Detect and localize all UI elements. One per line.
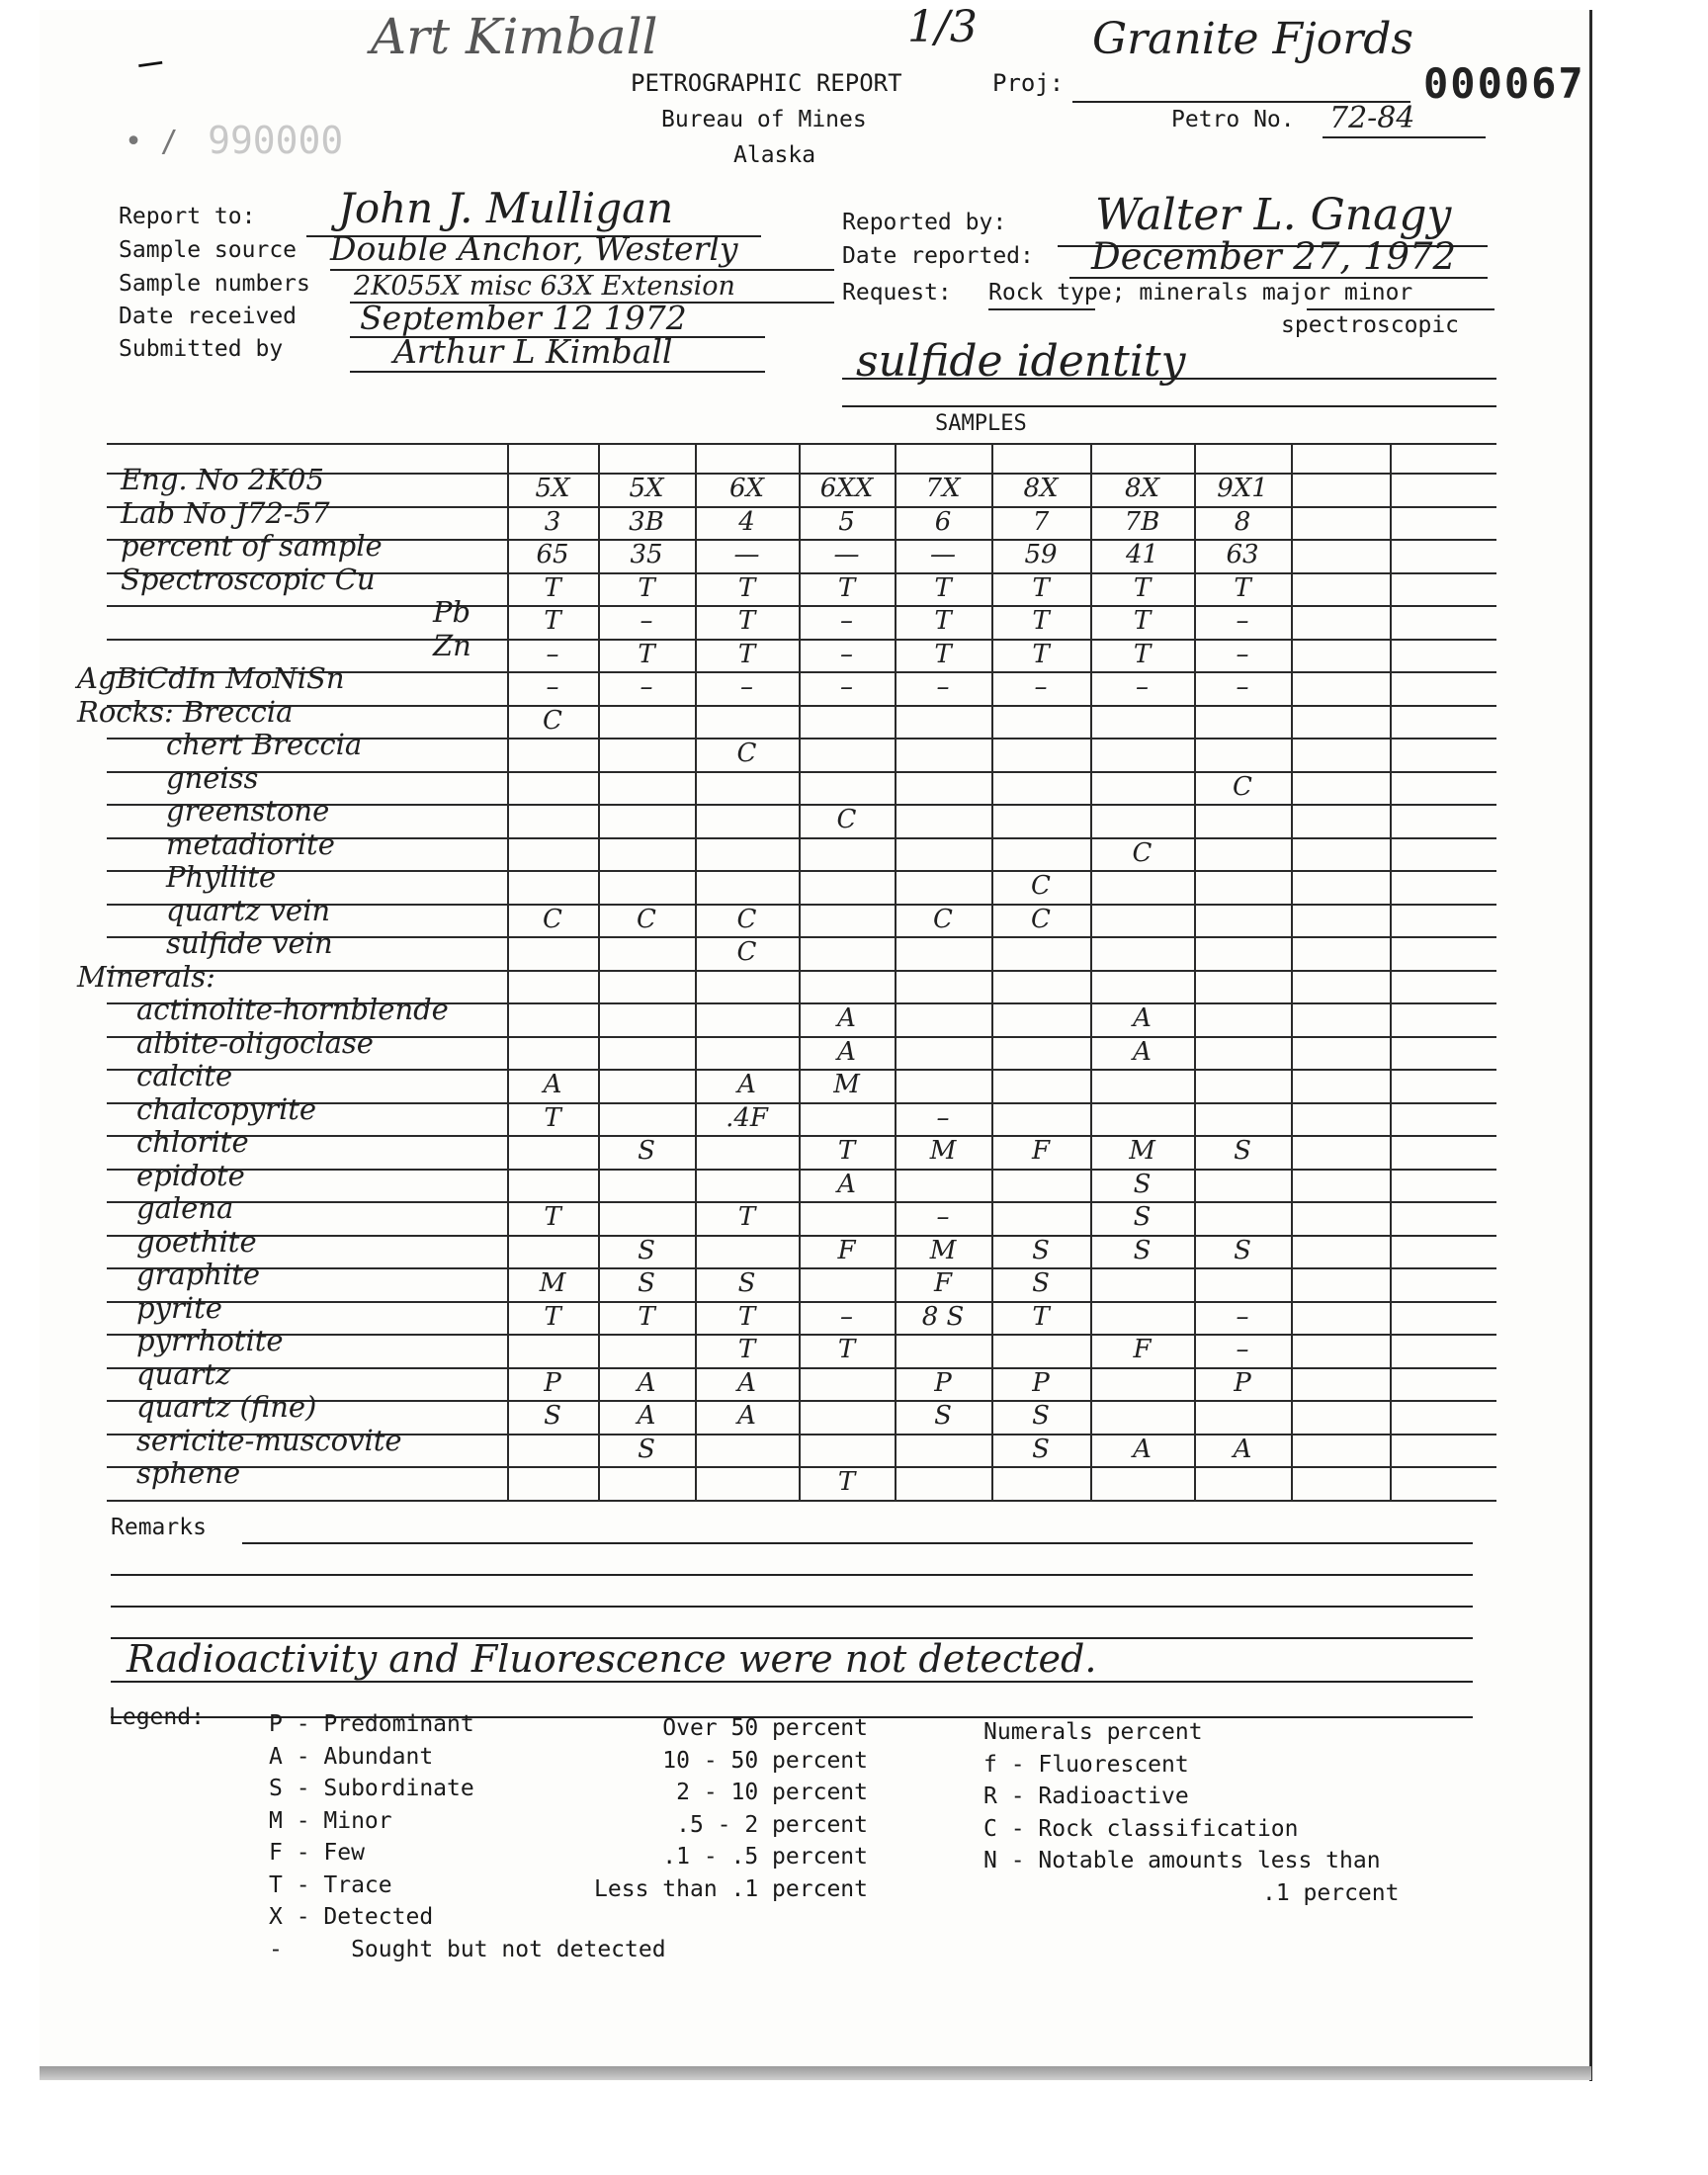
table-top-rule <box>107 443 1496 445</box>
table-cell: – <box>640 606 653 636</box>
table-cell: T <box>638 639 655 669</box>
submitted-by-label: Submitted by <box>119 336 284 362</box>
samples-heading: SAMPLES <box>935 411 1027 436</box>
table-rule <box>107 1201 1496 1203</box>
table-cell: T <box>638 1301 655 1332</box>
legend-range-entry: Less than .1 percent <box>594 1875 868 1902</box>
table-cell: – <box>1236 639 1249 669</box>
table-cell: T <box>737 1202 756 1232</box>
table-cell: T <box>934 606 952 636</box>
table-cell: – <box>936 1102 950 1133</box>
table-cell: T <box>1032 1301 1050 1332</box>
legend-notation-entry: Numerals percent <box>983 1719 1203 1745</box>
table-cell: A <box>737 1401 756 1431</box>
legend-symbol-entry: M - Minor <box>269 1807 392 1834</box>
table-row-label: chalcopyrite <box>136 1091 317 1126</box>
corner-dash: – <box>134 38 166 87</box>
request-value: Rock type; minerals major minor <box>988 280 1413 305</box>
table-cell: C <box>736 739 757 768</box>
table-row-label: galena <box>136 1191 234 1225</box>
table-cell: – <box>1236 1335 1249 1364</box>
legend-notations <box>983 1716 1399 1909</box>
table-cell: T <box>737 1335 756 1364</box>
legend-range-entry: 2 - 10 percent <box>676 1780 868 1805</box>
table-cell: M <box>929 1136 957 1166</box>
table-cell: 7 <box>1032 506 1050 537</box>
table-cell: M <box>833 1070 860 1099</box>
table-cell: 59 <box>1024 540 1058 569</box>
table-cell: 9X1 <box>1217 474 1268 503</box>
table-cell: T <box>1133 572 1152 603</box>
table-row-label: graphite <box>136 1258 261 1291</box>
table-cell: T <box>544 606 561 636</box>
legend-range-entry: .5 - 2 percent <box>676 1811 868 1838</box>
table-cell: S <box>638 1434 655 1464</box>
sample-source-label: Sample source <box>119 237 298 263</box>
table-cell: T <box>737 572 756 603</box>
table-cell: – <box>740 672 753 702</box>
table-cell: T <box>638 572 655 603</box>
legend-symbol-entry: F - Few <box>269 1840 365 1866</box>
date-reported-label: Date reported: <box>842 243 1034 269</box>
petro-number: 72-84 <box>1329 101 1415 135</box>
table-cell: A <box>837 1003 856 1033</box>
remarks-line-2 <box>111 1574 1473 1576</box>
table-cell: C <box>836 805 857 834</box>
table-cell: 5 <box>838 506 855 537</box>
table-row-label: sphene <box>136 1456 241 1490</box>
table-rule <box>107 705 1496 707</box>
table-cell: S <box>638 1136 655 1166</box>
table-cell: S <box>934 1401 952 1431</box>
request-line-a <box>842 378 1496 380</box>
table-cell: 3 <box>544 506 561 537</box>
table-cell: — <box>833 540 860 569</box>
table-row-label: pyrrhotite <box>136 1324 284 1357</box>
bureau-name: Bureau of Mines <box>661 107 867 132</box>
table-row-label: sulfide vein <box>166 926 333 960</box>
fraction-note: 1/3 <box>907 2 978 52</box>
table-cell: 3B <box>629 506 664 537</box>
table-cell: C <box>1031 871 1051 901</box>
legend-symbol-entry: A - Abundant <box>269 1743 434 1770</box>
legend-symbol-entry: - Sought but not detected <box>269 1936 666 1962</box>
table-cell: – <box>546 672 559 702</box>
table-cell: – <box>840 606 853 636</box>
table-cell: C <box>1031 904 1051 934</box>
remarks-label: Remarks <box>111 1515 207 1540</box>
request-underline-2 <box>1307 308 1494 310</box>
top-left-note: Art Kimball <box>371 8 658 65</box>
faint-stamp-number: 000066 <box>208 117 344 160</box>
table-cell: – <box>1236 1301 1249 1332</box>
table-cell: T <box>837 572 856 603</box>
submitted-by-line <box>350 371 765 373</box>
table-cell: A <box>637 1401 656 1431</box>
table-row-label: sericite-muscovite <box>136 1423 402 1457</box>
table-cell: – <box>936 672 950 702</box>
date-reported-line <box>1069 277 1488 279</box>
table-cell: S <box>1133 1235 1152 1265</box>
table-cell: C <box>543 904 562 934</box>
table-cell: T <box>837 1467 856 1497</box>
table-row-label: albite-oligoclase <box>136 1025 374 1060</box>
legend-range-entry: 10 - 50 percent <box>662 1747 868 1774</box>
table-cell: F <box>933 1268 953 1298</box>
legend-symbol-entry: S - Subordinate <box>269 1776 474 1801</box>
table-column-rule <box>1390 443 1392 1500</box>
table-cell: T <box>1234 572 1251 603</box>
reported-by-value: Walter L. Gnagy <box>1095 190 1452 240</box>
legend-range-entry: Over 50 percent <box>662 1715 868 1741</box>
table-cell: S <box>1133 1169 1152 1199</box>
request-line-b <box>842 405 1496 407</box>
table-cell: T <box>1133 606 1152 636</box>
table-cell: T <box>1032 639 1050 669</box>
table-row-label: greenstone <box>166 794 330 827</box>
table-cell: A <box>737 1367 756 1398</box>
table-cell: A <box>1133 1003 1152 1033</box>
table-cell: T <box>544 1102 561 1133</box>
legend-notation-entry: .1 percent <box>1262 1879 1400 1906</box>
table-cell: S <box>1133 1202 1152 1232</box>
table-row-label: quartz (fine) <box>136 1390 317 1424</box>
request-underline-1 <box>988 308 1095 310</box>
legend-notation-entry: R - Radioactive <box>983 1784 1189 1809</box>
table-cell: – <box>640 672 653 702</box>
document-number: 000067 <box>1423 59 1585 108</box>
reported-by-label: Reported by: <box>842 210 1007 235</box>
table-row-label: calcite <box>136 1059 233 1092</box>
table-cell: S <box>1032 1268 1050 1298</box>
table-cell: – <box>1136 672 1149 702</box>
table-row-label: Minerals: <box>77 959 215 994</box>
remarks-line-5 <box>111 1681 1473 1683</box>
table-cell: – <box>840 639 853 669</box>
table-cell: 7B <box>1124 506 1160 537</box>
table-cell: — <box>930 540 956 569</box>
legend-symbol-entry: P - Predominant <box>269 1711 474 1737</box>
table-cell: S <box>1234 1136 1251 1166</box>
table-cell: C <box>637 904 656 934</box>
table-cell: S <box>1032 1235 1050 1265</box>
table-cell: – <box>840 672 853 702</box>
table-cell: 8 S <box>921 1301 965 1332</box>
table-cell: T <box>1032 572 1050 603</box>
table-cell: T <box>837 1136 856 1166</box>
legend-notation-entry: f - Fluorescent <box>983 1751 1189 1778</box>
table-cell: P <box>934 1367 952 1398</box>
sample-numbers-label: Sample numbers <box>119 271 310 297</box>
table-rule <box>107 970 1496 972</box>
table-row-label: goethite <box>136 1224 257 1259</box>
table-cell: F <box>837 1235 856 1265</box>
faint-mark: • / <box>125 125 179 159</box>
table-row-label: Pb <box>433 595 471 629</box>
table-cell: S <box>1032 1434 1050 1464</box>
table-cell: – <box>1236 672 1249 702</box>
table-row-label: percent of sample <box>121 529 383 563</box>
table-row-label: AgBiCdIn MoNiSn <box>77 661 345 695</box>
table-cell: P <box>1032 1367 1050 1398</box>
table-cell: 7X <box>925 474 961 503</box>
table-cell: S <box>1032 1401 1050 1431</box>
remarks-line-1 <box>242 1542 1473 1544</box>
table-row-label: quartz vein <box>166 893 331 927</box>
table-cell: F <box>1133 1335 1152 1364</box>
table-cell: A <box>1133 1434 1152 1464</box>
table-cell: T <box>1133 639 1152 669</box>
table-cell: C <box>736 937 757 967</box>
table-cell: C <box>543 705 562 736</box>
table-cell: S <box>638 1235 655 1265</box>
top-right-note: Granite Fjords <box>1092 14 1413 64</box>
request-handwritten: sulfide identity <box>856 336 1186 387</box>
table-cell: P <box>544 1367 561 1398</box>
table-cell: 63 <box>1226 540 1259 569</box>
table-rule <box>107 1267 1496 1269</box>
table-row-label: pyrite <box>136 1290 222 1325</box>
table-cell: – <box>1236 606 1249 636</box>
table-row-label: gneiss <box>166 760 259 795</box>
table-cell: M <box>539 1268 566 1298</box>
table-cell: A <box>837 1036 856 1067</box>
table-cell: 8X <box>1023 474 1059 503</box>
table-cell: P <box>1234 1367 1251 1398</box>
table-row-label: epidote <box>136 1158 245 1192</box>
table-cell: 5X <box>629 474 664 503</box>
table-rule <box>107 870 1496 872</box>
table-cell: C <box>933 904 953 934</box>
table-cell: T <box>1032 606 1050 636</box>
proj-label: Proj: <box>992 69 1065 97</box>
table-row-label: chlorite <box>136 1125 249 1159</box>
table-cell: A <box>1233 1434 1252 1464</box>
table-row-label: chert Breccia <box>166 728 363 761</box>
table-cell: C <box>1132 837 1153 868</box>
table-cell: M <box>1129 1136 1155 1166</box>
request-line2: spectroscopic <box>1281 312 1460 338</box>
report-to-value: John J. Mulligan <box>338 184 674 232</box>
table-cell: F <box>1031 1136 1051 1166</box>
table-cell: 4 <box>738 506 755 537</box>
table-cell: A <box>543 1070 562 1099</box>
table-cell: S <box>638 1268 655 1298</box>
legend-symbol-entry: X - Detected <box>269 1904 434 1930</box>
table-cell: T <box>934 639 952 669</box>
date-reported-value: December 27, 1972 <box>1091 235 1457 278</box>
table-cell: T <box>737 1301 756 1332</box>
table-cell: 5X <box>535 474 570 503</box>
table-cell: 6XX <box>819 474 874 503</box>
remarks-line-3 <box>111 1606 1473 1608</box>
submitted-by-value: Arthur L Kimball <box>393 332 673 371</box>
table-row-label: Eng. No 2K05 <box>121 463 324 496</box>
legend-symbol-entry: T - Trace <box>269 1871 392 1898</box>
table-row-label: Spectroscopic Cu <box>121 562 376 596</box>
table-row-label: Rocks: Breccia <box>77 694 294 729</box>
table-cell: 35 <box>630 540 663 569</box>
table-rule <box>107 1500 1496 1502</box>
petro-label: Petro No. <box>1171 107 1295 132</box>
table-cell: M <box>929 1235 957 1265</box>
date-received-label: Date received <box>119 304 298 329</box>
table-cell: .4F <box>726 1102 768 1133</box>
table-cell: A <box>1133 1036 1152 1067</box>
table-cell: T <box>934 572 952 603</box>
table-cell: – <box>1034 672 1048 702</box>
remarks-text: Radioactivity and Fluorescence were not detected. <box>127 1637 1097 1681</box>
table-cell: – <box>546 639 559 669</box>
table-cell: A <box>737 1070 756 1099</box>
table-cell: A <box>637 1367 656 1398</box>
table-cell: S <box>1234 1235 1251 1265</box>
sample-source-value: Double Anchor, Westerly <box>330 229 738 268</box>
table-cell: T <box>544 1202 561 1232</box>
table-column-rule <box>1291 443 1293 1500</box>
table-cell: T <box>544 1301 561 1332</box>
table-cell: — <box>733 540 760 569</box>
table-cell: 41 <box>1125 540 1159 569</box>
legend-notation-entry: C - Rock classification <box>983 1815 1299 1842</box>
table-row-label: Zn <box>433 628 471 662</box>
table-row-label: metadiorite <box>166 826 335 861</box>
table-cell: S <box>544 1401 561 1431</box>
report-to-label: Report to: <box>119 204 256 229</box>
date-received-value: September 12 1972 <box>360 299 687 337</box>
request-label: Request: <box>842 280 952 305</box>
table-row-label: actinolite-hornblende <box>136 993 449 1026</box>
table-cell: T <box>737 639 756 669</box>
table-cell: C <box>1233 771 1252 802</box>
table-cell: T <box>737 606 756 636</box>
table-cell: 6 <box>934 506 952 537</box>
table-cell: S <box>737 1268 756 1298</box>
table-cell: 8 <box>1234 506 1251 537</box>
table-cell: – <box>840 1301 853 1332</box>
legend-range-entry: .1 - .5 percent <box>662 1844 868 1870</box>
legend-percent-ranges <box>542 1712 868 1905</box>
state-name: Alaska <box>733 142 816 168</box>
table-cell: 8X <box>1124 474 1160 503</box>
samples-table <box>77 443 1496 1497</box>
page-bottom-edge <box>40 2066 1591 2080</box>
table-cell: T <box>544 572 561 603</box>
table-row-label: quartz <box>136 1356 231 1391</box>
table-cell: – <box>936 1202 950 1232</box>
report-title: PETROGRAPHIC REPORT <box>631 69 902 97</box>
sample-numbers-value: 2K055X misc 63X Extension <box>354 271 735 302</box>
table-cell: A <box>837 1169 856 1199</box>
table-cell: C <box>736 904 757 934</box>
table-row-label: Lab No J72-57 <box>121 495 330 530</box>
petro-line <box>1323 136 1486 138</box>
legend-label: Legend: <box>109 1704 205 1730</box>
table-cell: 65 <box>536 540 569 569</box>
table-row-label: Phyllite <box>166 860 277 894</box>
table-cell: T <box>837 1335 856 1364</box>
legend-notation-entry: N - Notable amounts less than <box>983 1848 1381 1873</box>
table-cell: 6X <box>728 474 765 503</box>
